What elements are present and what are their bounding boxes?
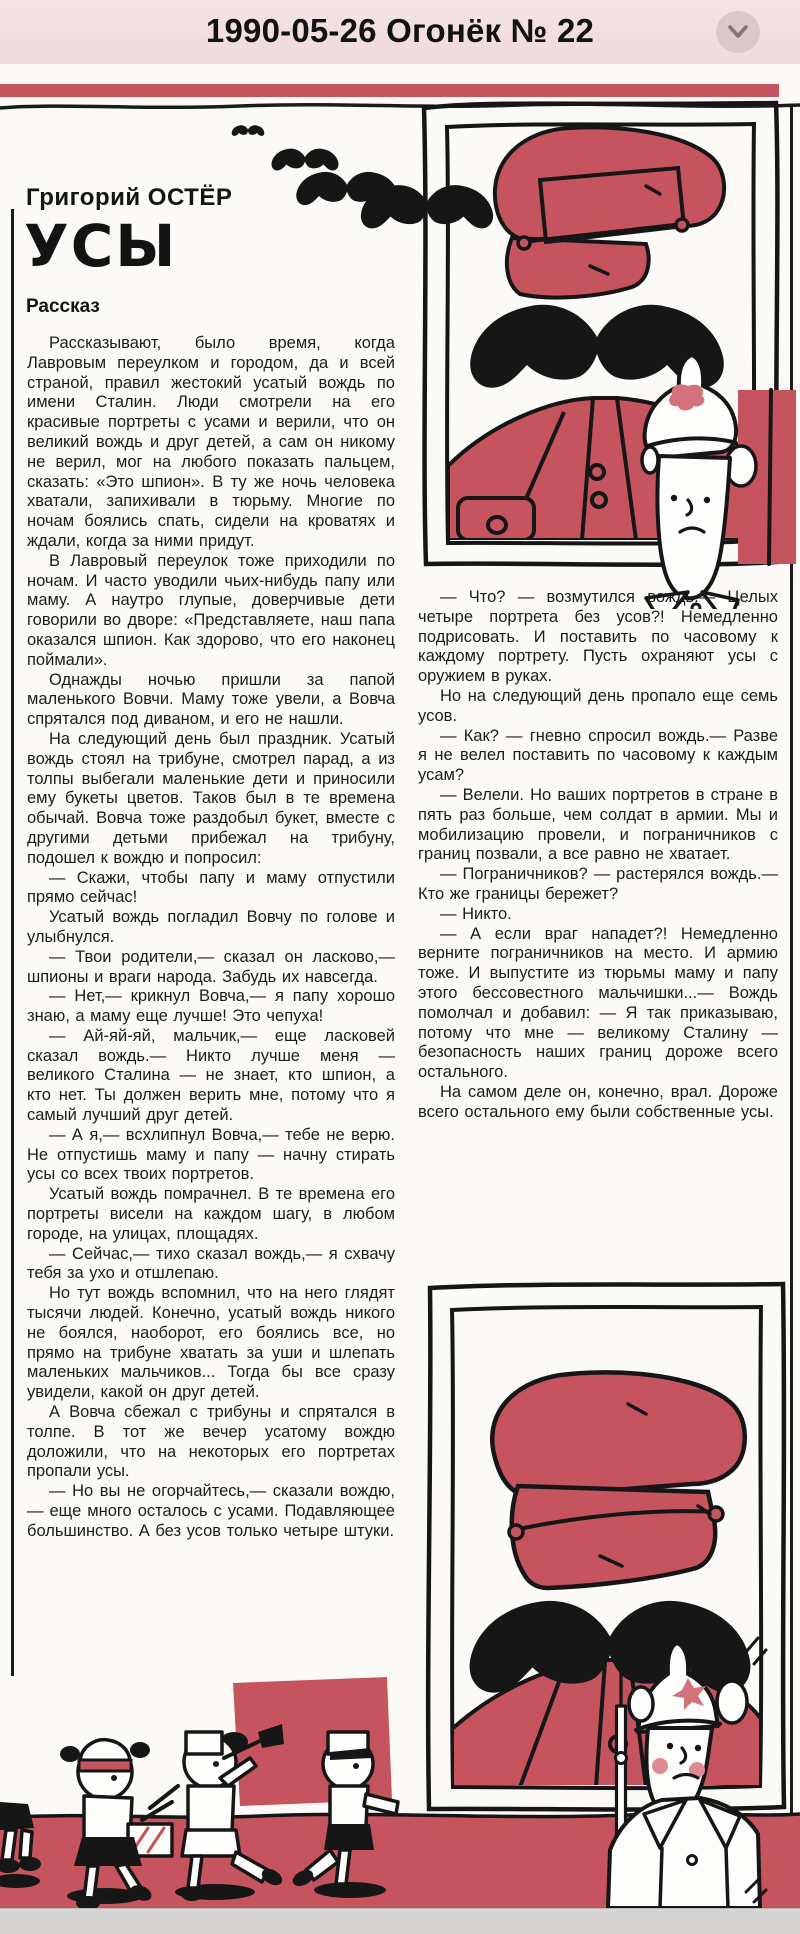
paragraph: Рассказывают, было время, когда Лавровым переулком и городом, да и всей страной, правил жестокий усатый вождь по имени Сталин. Люди смотрели на его красивые портреты с усами и верили, что он великий вождь и друг детей, а сам он никому не верил, мог на любого показать пальцем, сказать: «Это шпион». В ту же ночь человека хватали, запихивали в тюрьму. Многие по ночам боялись спать, сидели на кроватях и ждали, когда за ними придут.: [27, 334, 395, 550]
header-bar: [0, 0, 800, 64]
paragraph: — Нет,— крикнул Вовча,— я папу хорошо знаю, а маму еще лучше! Это чепуха!: [27, 987, 395, 1026]
paragraph: На следующий день был праздник. Усатый вождь стоял на трибуне, смотрел парад, а из толпы выбегали маленькие дети и приносили ему букеты цветов. Таков был в те времена обычай. Вовча тоже раздобыл букет, вместе с другими детьми прибежал на трибуну, подошел к вождю и попросил:: [27, 729, 395, 867]
magazine-page: [0, 64, 800, 1934]
collapse-button[interactable]: [716, 11, 760, 53]
sentry-guard: [608, 1643, 760, 1908]
children-parade-illustration: [0, 1674, 410, 1908]
paragraph: На самом деле он, конечно, врал. Дороже всего остального ему были собственные усы.: [418, 1082, 778, 1121]
skirt: [74, 1837, 142, 1866]
paragraph: В Лавровый переулок тоже приходили по ночам. И часто уводили чьих-нибудь папу или маму. А наутро глупые, доверчивые дети говорили во дворе: «Представляете, наш папа оказался шпион. Как здорово, что его наконец поймали».: [27, 551, 395, 669]
paragraph: — Скажи, чтобы папу и маму отпустили прямо сейчас!: [27, 868, 395, 907]
mustache-trail-illustration: [218, 120, 518, 255]
paragraph: — Пограничников? — растерялся вождь.— Кто же границы бережет?: [418, 865, 778, 903]
page-title: 1990-05-26 Огонёк № 22: [205, 12, 595, 49]
paragraph: Однажды ночью пришли за папой маленького Вовчи. Маму тоже увели, а Вовча спрятался под диваном, и его не нашли.: [27, 670, 395, 729]
right-text-column: [418, 588, 778, 1123]
child-partial: [0, 1802, 41, 1888]
paragraph: — А я,— всхлипнул Вовча,— тебе не верю. Не отпустишь маму и папу — начну стирать усы со всех твоих портретов.: [27, 1125, 395, 1184]
bottom-ui-bar: [0, 1908, 800, 1934]
red-cap: [492, 1372, 745, 1588]
drumsticks: [142, 1786, 178, 1820]
paragraph: Усатый вождь погладил Вовчу по голове и улыбнулся.: [27, 908, 395, 946]
paragraph: — Но вы не огорчайтесь,— сказали вождю,— еще много осталось с усами. Подавляющее большинство. А без усов только четыре штуки.: [27, 1482, 395, 1540]
paragraph: — Как? — гневно спросил вождь.— Разве я не велел поставить по часовому к каждым усам?: [418, 726, 778, 785]
left-text-column: [27, 334, 395, 1542]
sentry-with-rifle-illustration: [600, 1634, 800, 1908]
paragraph: Но на следующий день пропало еще семь усов.: [418, 686, 778, 725]
chevron-down-icon: [723, 22, 753, 42]
child-drummer: [60, 1740, 178, 1908]
paragraph: — Никто.: [440, 904, 512, 923]
shorts: [324, 1824, 374, 1850]
paragraph: — Велели. Но ваших портретов в стране в пять раз больше, чем солдат в армии. Мы и мобилизацию провели, и пограничников с границ позвали, а все равно не хватает.: [418, 785, 778, 864]
mustache-icon: [271, 149, 338, 171]
paragraph: — Сейчас,— тихо сказал вождь,— я схвачу тебя за ухо и отшлепаю.: [27, 1244, 395, 1283]
red-cap: [495, 127, 724, 297]
paragraph: Усатый вождь помрачнел. В те времена его портреты висели на каждом шагу, в любом городе, на улицах, площадях.: [27, 1185, 395, 1243]
article-title: УСЫ: [24, 212, 178, 280]
mustache-icon: [361, 185, 493, 228]
mustache-icon: [232, 125, 265, 136]
hatch-marks: [746, 1638, 766, 1664]
paragraph: Но тут вождь вспомнил, что на него глядят тысячи людей. Конечно, усатый вождь никого не боялся, наоборот, его боялись все, но прямо на трибуне хватать за уши и шлепать маленьких мальчиков... Тогда бы все сразу увидели, какой он друг детей.: [27, 1284, 395, 1402]
shorts: [182, 1830, 240, 1856]
budenovka-hat: [638, 1643, 718, 1732]
genre-label: Рассказ: [26, 296, 100, 317]
left-rule-line: [11, 209, 14, 1676]
paragraph: А Вовча сбежал с трибуны и спрятался в толпе. В тот же вечер усатому вождю доложили, что на некоторых его портретах пропали усы.: [27, 1403, 395, 1481]
sentry-guard: [642, 355, 796, 609]
paragraph: — Что? — возмутился вождь.— Целых четыре портрета без усов?! Немедленно подрисовать. И поставить по часовому к каждому портрету. Пусть охраняют усы с оружием в руках.: [418, 588, 778, 686]
paragraph: — Твои родители,— сказал он ласково,— шпионы и враги народа. Забудь их навсегда.: [27, 947, 395, 986]
paragraph: — Ай-яй-яй, мальчик,— еще ласковей сказал вождь.— Никто лучше меня — великого Сталина — не знает, кто шпион, а кто нет. Ты должен верить мне, потому что я самый лучший друг детей.: [27, 1026, 395, 1125]
author-byline: Григорий ОСТЁР: [26, 184, 233, 211]
cap: [186, 1732, 222, 1754]
paragraph: — А если враг нападет?! Немедленно верните пограничников на место. И армию тоже. И выпустите из тюрьмы маму и папу этого бессовестного мальчишки...— Вождь помолчал и добавил: — Я так приказываю, потому что мне — великому Сталину — безопасность наших границ дороже всего остального.: [418, 924, 778, 1082]
